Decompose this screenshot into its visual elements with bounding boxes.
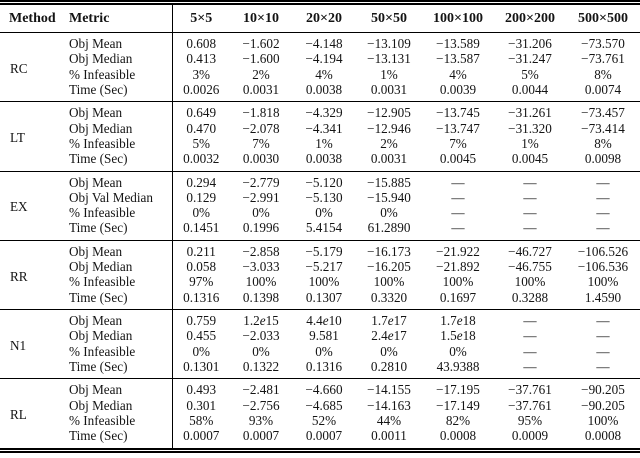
sci-notation-e: e: [387, 328, 394, 344]
value-cell: 1.4590: [584, 289, 622, 305]
value-cell: −31.247: [508, 51, 552, 67]
value-cell: 58%: [172, 413, 230, 428]
value-cell: 0.0026: [172, 82, 230, 102]
value-cell: 0.493: [172, 379, 230, 398]
value-cell: 0.0007: [242, 428, 280, 444]
metric-label: Time (Sec): [69, 289, 128, 305]
value-cell: −13.131: [367, 51, 411, 67]
value-cell: 4.4e10: [306, 313, 342, 328]
value-cell: —: [596, 174, 610, 190]
value-cell: −2.481: [242, 382, 280, 398]
value-cell: 0.2810: [370, 358, 408, 374]
value-cell: 4%: [449, 66, 467, 82]
column-header-50-50: 50×50: [356, 3, 422, 33]
value-cell: −5.217: [305, 259, 343, 275]
column-header-500-500: 500×500: [566, 3, 640, 33]
value-cell: −2.078: [242, 120, 280, 136]
value-cell: −4.685: [305, 397, 343, 413]
value-cell: 95%: [517, 412, 543, 428]
column-header-metric: Metric: [60, 3, 172, 33]
value-cell: −13.745: [436, 105, 480, 121]
value-cell: −12.946: [367, 120, 411, 136]
value-cell: −3.033: [242, 259, 280, 275]
sci-notation-e: e: [387, 313, 394, 328]
value-cell: 0.759: [172, 310, 230, 329]
value-cell: 0.1316: [305, 358, 343, 374]
value-cell: −73.457: [581, 105, 625, 121]
table-row: [0, 398, 640, 413]
value-cell: 9.581: [309, 328, 339, 344]
metric-label: % Infeasible: [69, 135, 136, 151]
value-cell: 1.2e15: [243, 313, 279, 328]
metric-label: Obj Median: [69, 120, 133, 136]
value-cell: 3%: [172, 67, 230, 82]
table-row: [0, 428, 640, 450]
value-cell: 0.0045: [511, 151, 549, 167]
method-section-ex: [0, 171, 640, 240]
value-cell: 2%: [252, 66, 270, 82]
value-cell: 52%: [311, 412, 337, 428]
value-cell: −14.155: [367, 382, 411, 398]
table-row: [0, 359, 640, 379]
value-cell: 97%: [172, 274, 230, 289]
value-cell: —: [451, 174, 465, 190]
value-cell: 1.7e18: [440, 313, 476, 328]
column-header-10-10: 10×10: [230, 3, 292, 33]
value-cell: −17.149: [436, 397, 480, 413]
metric-label: Obj Mean: [69, 313, 123, 328]
table-header-row: [0, 3, 640, 33]
value-cell: 100%: [442, 274, 474, 290]
value-cell: 0.1301: [172, 359, 230, 379]
value-cell: 0.1451: [172, 220, 230, 240]
value-cell: —: [523, 343, 537, 359]
table-row: [0, 274, 640, 289]
value-cell: 61.2890: [367, 220, 411, 236]
value-cell: 0.301: [172, 398, 230, 413]
value-cell: —: [451, 220, 465, 236]
value-cell: —: [523, 220, 537, 236]
column-header-5-5: 5×5: [172, 3, 230, 33]
value-cell: −31.320: [508, 120, 552, 136]
value-cell: −2.858: [242, 243, 280, 259]
table-row: [0, 205, 640, 220]
value-cell: −31.261: [508, 105, 552, 121]
value-cell: —: [596, 220, 610, 236]
value-cell: 0.0074: [584, 81, 622, 97]
value-cell: —: [523, 328, 537, 344]
value-cell: 100%: [245, 274, 277, 290]
table-row: [0, 151, 640, 171]
value-cell: —: [523, 174, 537, 190]
metric-label: Obj Mean: [69, 36, 123, 51]
table-row: [0, 328, 640, 343]
value-cell: −46.755: [508, 259, 552, 275]
table-row: [0, 82, 640, 102]
metric-label: Obj Median: [69, 397, 133, 413]
metric-label: Obj Val Median: [69, 189, 153, 205]
value-cell: 0%: [315, 343, 333, 359]
table-row: [0, 121, 640, 136]
value-cell: 0.0007: [172, 428, 230, 450]
method-label: RL: [10, 407, 27, 423]
value-cell: 0.608: [172, 33, 230, 52]
table-row: [0, 413, 640, 428]
table-row: [0, 67, 640, 82]
value-cell: 0.0009: [511, 428, 549, 444]
table-row: [0, 310, 640, 329]
metric-label: Time (Sec): [69, 220, 128, 236]
table-row: [0, 379, 640, 398]
metric-label: Obj Median: [69, 328, 133, 344]
table-row: [0, 136, 640, 151]
value-cell: 0.0030: [242, 151, 280, 167]
value-cell: —: [451, 205, 465, 221]
value-cell: −17.195: [436, 382, 480, 398]
value-cell: 0.455: [172, 328, 230, 343]
value-cell: 1%: [521, 135, 539, 151]
table-row: [0, 33, 640, 52]
method-section-lt: [0, 102, 640, 171]
method-label: EX: [10, 199, 28, 215]
method-label: RC: [10, 60, 28, 76]
value-cell: 0.0045: [439, 151, 477, 167]
value-cell: 0.1316: [172, 290, 230, 310]
value-cell: −5.130: [305, 189, 343, 205]
value-cell: 0.129: [172, 190, 230, 205]
value-cell: 100%: [308, 274, 340, 290]
table-row: [0, 51, 640, 66]
value-cell: —: [523, 189, 537, 205]
value-cell: 0.1322: [242, 358, 280, 374]
value-cell: —: [523, 358, 537, 374]
value-cell: 0.0039: [439, 81, 477, 97]
value-cell: −106.536: [577, 259, 629, 275]
value-cell: 0.0031: [370, 151, 408, 167]
value-cell: −15.885: [367, 174, 411, 190]
value-cell: 0.0008: [584, 428, 622, 444]
value-cell: 5.4154: [305, 220, 343, 236]
value-cell: −21.892: [436, 259, 480, 275]
value-cell: −5.179: [305, 243, 343, 259]
value-cell: —: [596, 343, 610, 359]
method-section-rc: [0, 33, 640, 102]
value-cell: 0.058: [172, 259, 230, 274]
value-cell: −46.727: [508, 243, 552, 259]
value-cell: −106.526: [577, 243, 629, 259]
value-cell: −37.761: [508, 397, 552, 413]
value-cell: 7%: [449, 135, 467, 151]
table-row: [0, 190, 640, 205]
value-cell: −13.109: [367, 36, 411, 51]
value-cell: −21.922: [436, 243, 480, 259]
value-cell: 0.3320: [370, 289, 408, 305]
table-row: [0, 102, 640, 121]
metric-label: Time (Sec): [69, 151, 128, 167]
value-cell: —: [451, 189, 465, 205]
value-cell: 2.4e17: [371, 328, 407, 344]
value-cell: 44%: [376, 412, 402, 428]
value-cell: 1%: [380, 66, 398, 82]
metric-label: Obj Median: [69, 259, 133, 275]
value-cell: −13.747: [436, 120, 480, 136]
value-cell: 2%: [380, 135, 398, 151]
table-row: [0, 259, 640, 274]
value-cell: 0.470: [172, 121, 230, 136]
value-cell: 0%: [380, 343, 398, 359]
value-cell: 0.0007: [305, 428, 343, 444]
value-cell: 93%: [248, 412, 274, 428]
value-cell: 82%: [445, 412, 471, 428]
value-cell: 0.1307: [305, 289, 343, 305]
value-cell: −16.173: [367, 243, 411, 259]
metric-label: Obj Median: [69, 51, 133, 67]
value-cell: 0.0098: [584, 151, 622, 167]
value-cell: 0%: [172, 344, 230, 359]
value-cell: 100%: [587, 412, 619, 428]
column-header-method: Method: [0, 3, 60, 33]
value-cell: 43.9388: [436, 358, 480, 374]
sci-notation-e: e: [259, 313, 266, 328]
column-header-100-100: 100×100: [422, 3, 494, 33]
value-cell: 1.7e17: [371, 313, 407, 328]
value-cell: —: [596, 205, 610, 221]
value-cell: 0.211: [172, 240, 230, 259]
value-cell: 0.3288: [511, 289, 549, 305]
value-cell: 0%: [449, 343, 467, 359]
value-cell: −1.600: [242, 51, 280, 67]
value-cell: 0.0038: [305, 151, 343, 167]
value-cell: −90.205: [581, 397, 625, 413]
value-cell: 0%: [380, 205, 398, 221]
value-cell: —: [596, 189, 610, 205]
value-cell: 0%: [252, 205, 270, 221]
metric-label: Obj Mean: [69, 243, 123, 259]
table-row: [0, 171, 640, 190]
table-header: [0, 3, 640, 33]
table-row: [0, 240, 640, 259]
method-label: N1: [10, 337, 27, 353]
value-cell: —: [596, 358, 610, 374]
value-cell: −90.205: [581, 382, 625, 398]
value-cell: 0.0038: [305, 81, 343, 97]
value-cell: —: [523, 313, 537, 328]
value-cell: —: [596, 328, 610, 344]
value-cell: 0.294: [172, 171, 230, 190]
value-cell: 8%: [594, 135, 612, 151]
value-cell: 100%: [514, 274, 546, 290]
value-cell: 0%: [172, 205, 230, 220]
value-cell: 0.1697: [439, 289, 477, 305]
sci-notation-e: e: [322, 313, 329, 328]
value-cell: 0%: [252, 343, 270, 359]
value-cell: −73.761: [581, 51, 625, 67]
value-cell: 0.0031: [242, 81, 280, 97]
value-cell: −1.818: [242, 105, 280, 121]
metric-label: Obj Mean: [69, 382, 123, 398]
sci-notation-e: e: [456, 313, 463, 328]
metric-label: % Infeasible: [69, 66, 136, 82]
value-cell: −2.756: [242, 397, 280, 413]
value-cell: −14.163: [367, 397, 411, 413]
value-cell: —: [596, 313, 610, 328]
value-cell: 0%: [315, 205, 333, 221]
value-cell: 0.0011: [371, 428, 407, 444]
value-cell: −37.761: [508, 382, 552, 398]
metric-label: Obj Mean: [69, 105, 123, 121]
value-cell: −12.905: [367, 105, 411, 121]
metric-label: Obj Mean: [69, 174, 123, 190]
value-cell: 1.5e18: [440, 328, 476, 344]
value-cell: 0.0044: [511, 81, 549, 97]
value-cell: 0.0031: [370, 81, 408, 97]
value-cell: −2.779: [242, 174, 280, 190]
method-label: RR: [10, 268, 28, 284]
value-cell: 4%: [315, 66, 333, 82]
metric-label: % Infeasible: [69, 274, 136, 290]
column-header-200-200: 200×200: [494, 3, 566, 33]
table-row: [0, 220, 640, 240]
value-cell: −4.194: [305, 51, 343, 67]
value-cell: 8%: [594, 66, 612, 82]
value-cell: 0.1996: [242, 220, 280, 236]
value-cell: −13.587: [436, 51, 480, 67]
method-label: LT: [10, 130, 25, 146]
value-cell: 1%: [315, 135, 333, 151]
metric-label: % Infeasible: [69, 205, 136, 221]
value-cell: −73.414: [581, 120, 625, 136]
metric-label: Time (Sec): [69, 81, 128, 97]
value-cell: 5%: [172, 136, 230, 151]
value-cell: −5.120: [305, 174, 343, 190]
value-cell: −31.206: [508, 36, 552, 51]
value-cell: −4.660: [305, 382, 343, 398]
value-cell: −2.033: [242, 328, 280, 344]
sci-notation-e: e: [456, 328, 463, 344]
value-cell: 5%: [521, 66, 539, 82]
value-cell: 0.413: [172, 51, 230, 66]
value-cell: 0.649: [172, 102, 230, 121]
metric-label: % Infeasible: [69, 412, 136, 428]
column-header-20-20: 20×20: [292, 3, 356, 33]
metric-label: Time (Sec): [69, 358, 128, 374]
value-cell: −4.148: [305, 36, 343, 51]
value-cell: 0.0008: [439, 428, 477, 444]
value-cell: −16.205: [367, 259, 411, 275]
value-cell: 7%: [252, 135, 270, 151]
value-cell: 0.0032: [172, 151, 230, 171]
metric-label: Time (Sec): [69, 428, 128, 444]
value-cell: −1.602: [242, 36, 280, 51]
value-cell: −4.341: [305, 120, 343, 136]
method-section-rr: [0, 240, 640, 309]
value-cell: 100%: [373, 274, 405, 290]
value-cell: 0.1398: [242, 289, 280, 305]
value-cell: 100%: [587, 274, 619, 290]
value-cell: —: [523, 205, 537, 221]
method-section-n1: [0, 310, 640, 379]
value-cell: −13.589: [436, 36, 480, 51]
value-cell: −15.940: [367, 189, 411, 205]
value-cell: −4.329: [305, 105, 343, 121]
table-row: [0, 290, 640, 310]
value-cell: −2.991: [242, 189, 280, 205]
table-row: [0, 344, 640, 359]
metric-label: % Infeasible: [69, 343, 136, 359]
value-cell: −73.570: [581, 36, 625, 51]
method-section-rl: [0, 379, 640, 450]
